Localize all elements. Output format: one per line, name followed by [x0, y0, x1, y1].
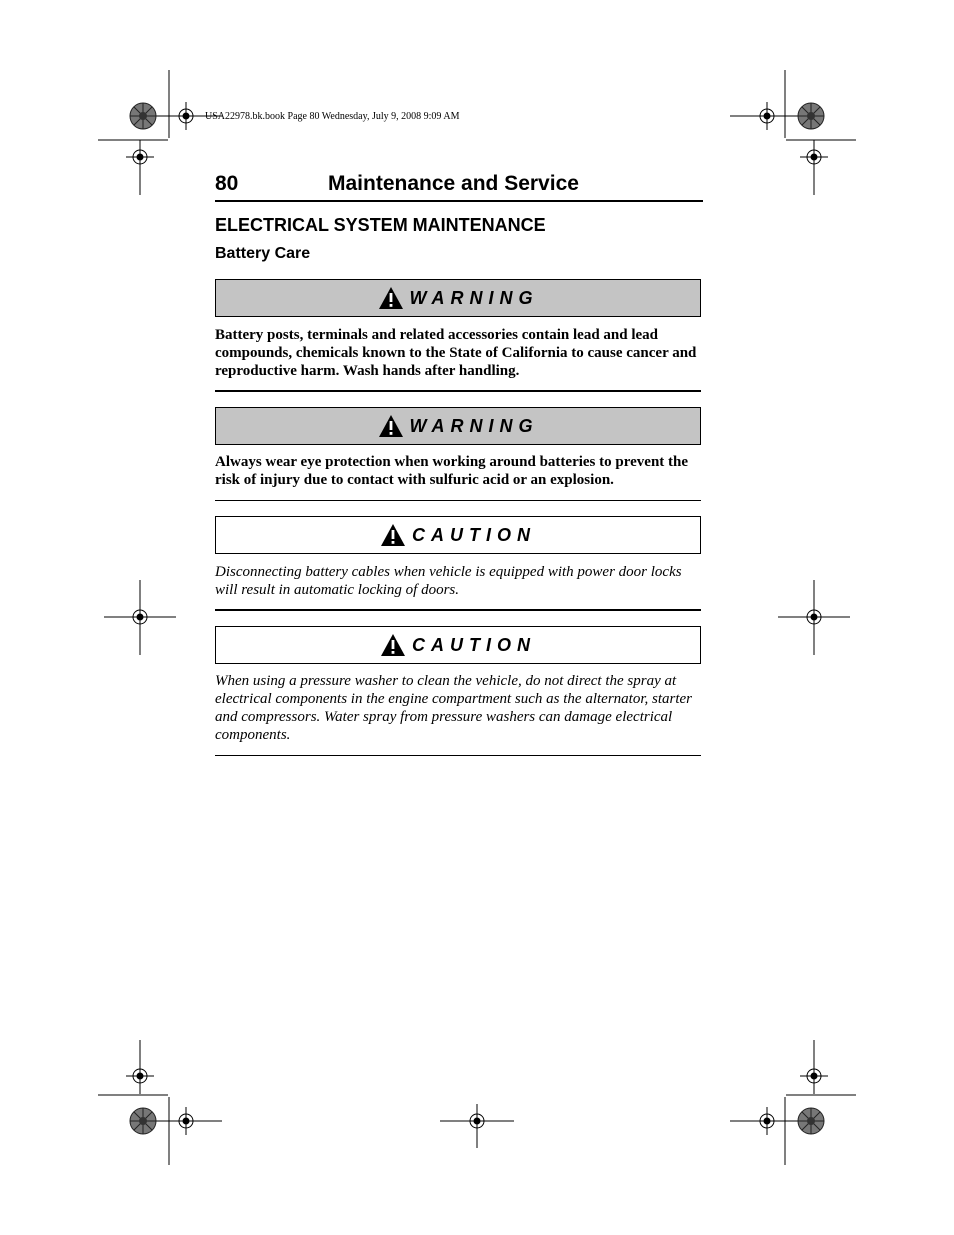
caution-banner — [215, 516, 701, 554]
caution-banner — [215, 626, 701, 664]
file-info-slug: USA22978.bk.book Page 80 Wednesday, July 9, 2008 9:09 AM — [205, 111, 460, 122]
warning-text: Always wear eye protection when working around batteries to prevent the risk of injury due to contact with sulfuric acid or an explosion. — [215, 454, 689, 488]
page-header — [215, 172, 703, 202]
warning-triangle-icon — [378, 286, 404, 310]
subsection-title: Battery Care — [215, 245, 311, 262]
divider — [215, 755, 701, 756]
divider — [215, 390, 701, 392]
warning-triangle-icon — [380, 633, 406, 657]
divider — [215, 609, 701, 611]
page-number: 80 — [215, 172, 239, 195]
warning-triangle-icon — [380, 523, 406, 547]
warning-label: WARNING — [409, 287, 539, 308]
warning-text: Battery posts, terminals and related accessories contain lead and lead compounds, chemicals known to the State of California to cause cancer and reproductive harm. Wash hands after handling. — [215, 327, 697, 379]
section-title: ELECTRICAL SYSTEM MAINTENANCE — [215, 215, 546, 235]
caution-text: Disconnecting battery cables when vehicle is equipped with power door locks will result in automatic locking of doors. — [215, 564, 682, 598]
warning-banner — [215, 279, 701, 317]
page-title: Maintenance and Service — [328, 172, 579, 195]
warning-triangle-icon — [378, 414, 404, 438]
warning-label: WARNING — [409, 415, 539, 436]
caution-label: CAUTION — [412, 634, 536, 655]
warning-banner — [215, 407, 701, 445]
caution-label: CAUTION — [412, 524, 536, 545]
divider — [215, 500, 701, 501]
caution-text: When using a pressure washer to clean the vehicle, do not direct the spray at electrical components in the engine compartment such as the alternator, starter and compressors. Water spray from pressure washers can damage electrical components. — [215, 673, 693, 743]
